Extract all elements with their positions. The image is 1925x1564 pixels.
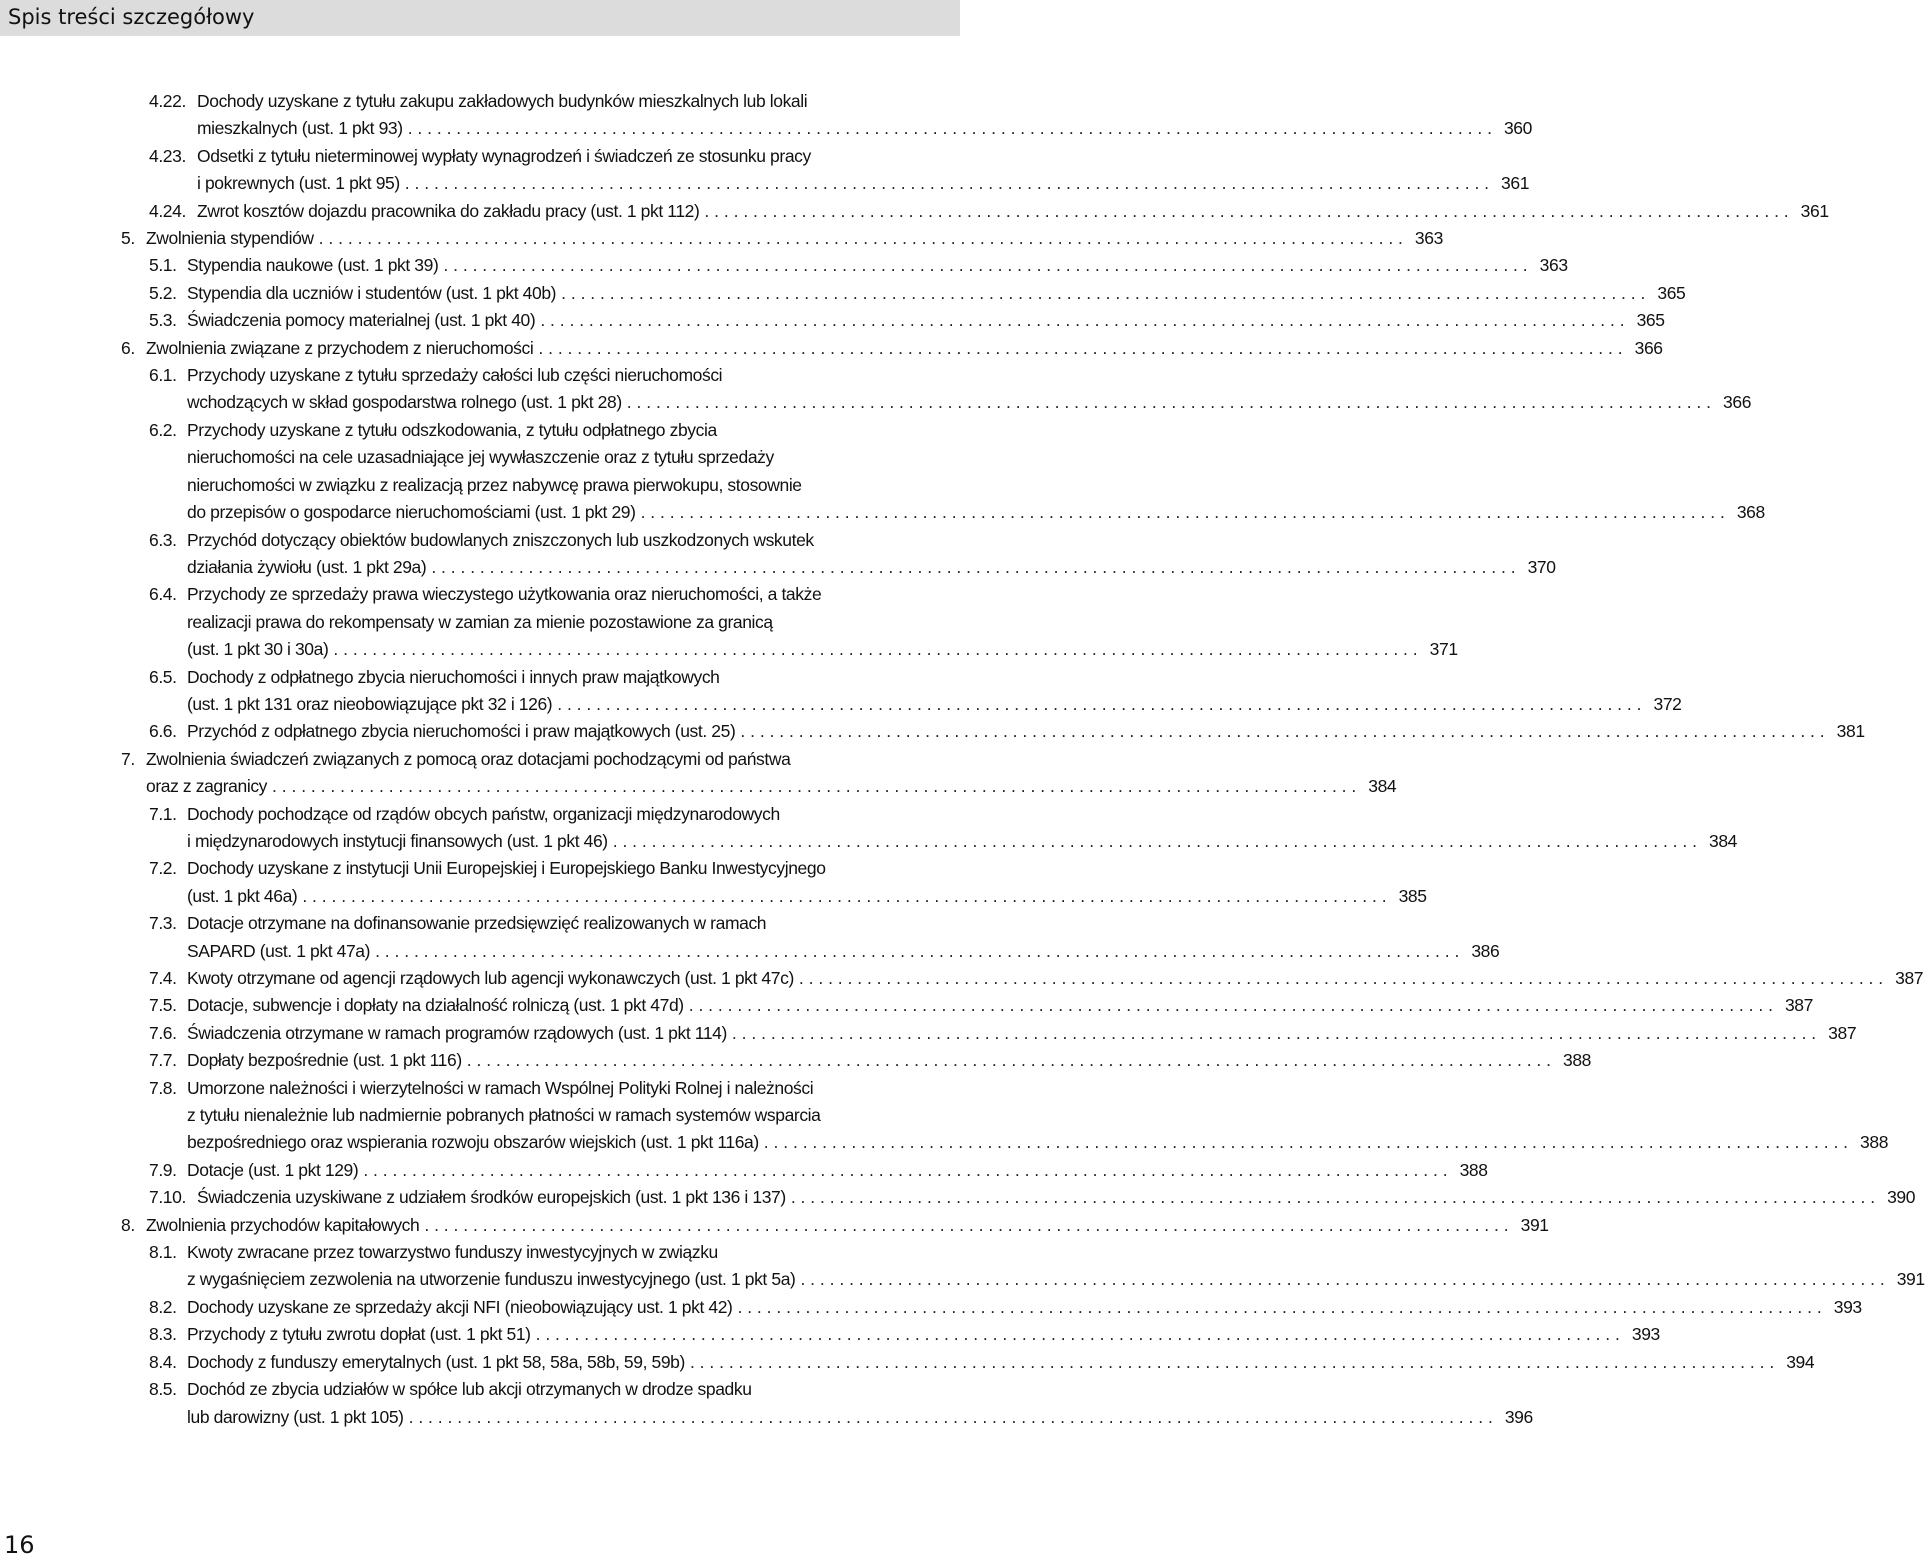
toc-entry-page: 366	[1723, 392, 1752, 413]
toc-entry-number: 4.22.	[149, 91, 186, 111]
toc-entry-number: 7.6.	[149, 1022, 177, 1043]
toc-entry-number: 5.2.	[149, 282, 177, 303]
toc-entry[interactable]	[0, 252, 1568, 279]
table-of-contents	[0, 88, 1925, 1431]
toc-entry-number: 7.2.	[149, 858, 177, 879]
toc-entry-page: 384	[1708, 830, 1737, 851]
toc-entry[interactable]	[0, 1212, 1549, 1239]
toc-entry-title-line: działania żywiołu (ust. 1 pkt 29a)	[187, 556, 427, 577]
toc-entry[interactable]	[0, 746, 1397, 801]
toc-entry[interactable]	[0, 855, 1427, 910]
toc-entry-title-line: Zwolnienia przychodów kapitałowych	[146, 1214, 420, 1235]
toc-entry-number: 4.24.	[149, 200, 186, 221]
toc-entry[interactable]	[0, 143, 1530, 198]
toc-entry-page: 361	[1501, 173, 1530, 194]
toc-entry[interactable]	[0, 1184, 1916, 1211]
toc-entry-page: 385	[1398, 885, 1427, 906]
toc-entry-number: 7.9.	[149, 1159, 177, 1180]
toc-entry[interactable]	[0, 1020, 1857, 1047]
toc-entry-number: 5.1.	[149, 255, 177, 276]
toc-entry-page: 391	[1520, 1214, 1549, 1235]
toc-entry-title-line: Kwoty zwracane przez towarzystwo funduszy inwestycyjnych w związku	[187, 1242, 718, 1263]
toc-entry-number: 8.2.	[149, 1296, 177, 1317]
toc-entry[interactable]	[0, 335, 1663, 362]
toc-entry[interactable]	[0, 1047, 1592, 1074]
toc-entry-title-line: Świadczenia otrzymane w ramach programów rządowych (ust. 1 pkt 114)	[187, 1022, 727, 1043]
toc-entry-title-line: Świadczenia pomocy materialnej (ust. 1 pkt 40)	[187, 310, 536, 331]
toc-entry-page: 387	[1828, 1022, 1857, 1043]
toc-entry-page: 371	[1429, 639, 1458, 660]
toc-entry-title-line: Stypendia naukowe (ust. 1 pkt 39)	[187, 255, 439, 276]
toc-entry-title-line: i pokrewnych (ust. 1 pkt 95)	[197, 173, 400, 194]
dot-leader	[302, 883, 1386, 910]
toc-entry-title-line: Przychód z odpłatnego zbycia nieruchomości i praw majątkowych (ust. 25)	[187, 721, 736, 742]
toc-entry-title-line: Zwolnienia związane z przychodem z nieruchomości	[146, 337, 534, 358]
toc-entry-title-line: (ust. 1 pkt 46a)	[187, 885, 298, 906]
toc-entry-number: 4.23.	[149, 145, 186, 166]
toc-entry-title-line: Zwolnienia świadczeń związanych z pomocą oraz dotacjami pochodzącymi od państwa	[146, 748, 791, 769]
toc-entry-number: 7.1.	[149, 803, 177, 824]
toc-entry-title-line: lub darowizny (ust. 1 pkt 105)	[187, 1406, 404, 1427]
toc-entry[interactable]	[0, 1321, 1660, 1348]
toc-entry-page: 396	[1504, 1406, 1533, 1427]
toc-entry[interactable]	[0, 992, 1813, 1019]
toc-entry-number: 5.3.	[149, 310, 177, 331]
toc-entry[interactable]	[0, 965, 1924, 992]
dot-leader	[641, 499, 1725, 526]
toc-entry-number: 6.2.	[149, 419, 177, 440]
toc-entry-title-line: Świadczenia uzyskiwane z udziałem środków europejskich (ust. 1 pkt 136 i 137)	[197, 1187, 786, 1208]
dot-leader	[538, 335, 1622, 362]
dot-leader	[319, 225, 1403, 252]
toc-entry[interactable]	[0, 801, 1737, 856]
toc-entry-page: 360	[1503, 118, 1532, 139]
dot-leader	[540, 307, 1624, 334]
toc-entry[interactable]	[0, 1157, 1488, 1184]
toc-entry-title-line: Przychód dotyczący obiektów budowlanych zniszczonych lub uszkodzonych wskutek	[187, 529, 814, 550]
toc-entry-title-line: nieruchomości na cele uzasadniające jej wywłaszczenie oraz z tytułu sprzedaży	[187, 447, 774, 468]
dot-leader	[613, 828, 1697, 855]
toc-entry-page: 368	[1736, 502, 1765, 523]
toc-entry-page: 381	[1836, 721, 1865, 742]
toc-entry[interactable]	[0, 307, 1665, 334]
toc-entry-page: 388	[1860, 1132, 1889, 1153]
toc-entry-number: 6.4.	[149, 584, 177, 605]
toc-entry[interactable]	[0, 1294, 1862, 1321]
toc-entry-title-line: bezpośredniego oraz wspierania rozwoju obszarów wiejskich (ust. 1 pkt 116a)	[187, 1132, 759, 1153]
toc-entry-title-line: Dotacje (ust. 1 pkt 129)	[187, 1159, 359, 1180]
dot-leader	[791, 1184, 1875, 1211]
toc-entry-page: 391	[1896, 1269, 1925, 1290]
dot-leader	[800, 1266, 1884, 1293]
dot-leader	[737, 1294, 1821, 1321]
dot-leader	[467, 1047, 1551, 1074]
toc-entry-number: 8.1.	[149, 1242, 177, 1263]
toc-entry-number: 6.5.	[149, 666, 177, 687]
toc-entry-title-line: mieszkalnych (ust. 1 pkt 93)	[197, 118, 403, 139]
dot-leader	[764, 1129, 1848, 1156]
toc-entry-title-line: Przychody ze sprzedaży prawa wieczystego użytkowania oraz nieruchomości, a także	[187, 584, 822, 605]
toc-entry-title-line: Dochody pochodzące od rządów obcych państw, organizacji międzynarodowych	[187, 803, 780, 824]
toc-entry-number: 7.7.	[149, 1050, 177, 1071]
dot-leader	[732, 1020, 1816, 1047]
toc-entry[interactable]	[0, 198, 1829, 225]
toc-entry-number: 7.	[121, 748, 135, 769]
toc-entry-page: 393	[1631, 1324, 1660, 1345]
toc-entry-title-line: realizacji prawa do rekompensaty w zamian za mienie pozostawione za granicą	[187, 611, 773, 632]
toc-entry-number: 6.1.	[149, 365, 177, 386]
toc-entry-number: 8.5.	[149, 1379, 177, 1400]
toc-entry[interactable]	[0, 225, 1443, 252]
dot-leader	[704, 198, 1788, 225]
toc-entry-page: 365	[1636, 310, 1665, 331]
toc-entry-title-line: Dochody uzyskane z tytułu zakupu zakładowych budynków mieszkalnych lub lokali	[197, 91, 808, 111]
toc-entry-title-line: Odsetki z tytułu nieterminowej wypłaty wynagrodzeń i świadczeń ze stosunku pracy	[197, 145, 811, 166]
toc-entry[interactable]	[0, 362, 1752, 417]
toc-entry-number: 7.10.	[149, 1187, 186, 1208]
dot-leader	[443, 252, 1527, 279]
dot-leader	[561, 280, 1645, 307]
toc-entry[interactable]	[0, 280, 1686, 307]
dot-leader	[690, 1349, 1774, 1376]
toc-entry-number: 6.3.	[149, 529, 177, 550]
toc-entry-page: 363	[1414, 228, 1443, 249]
running-header-title: Spis treści szczegółowy	[8, 5, 255, 29]
toc-entry-title-line: Dopłaty bezpośrednie (ust. 1 pkt 116)	[187, 1050, 462, 1071]
toc-entry-number: 8.4.	[149, 1351, 177, 1372]
dot-leader	[272, 773, 1356, 800]
dot-leader	[375, 938, 1459, 965]
toc-entry-title-line: Dochody z funduszy emerytalnych (ust. 1 pkt 58, 58a, 58b, 59, 59b)	[187, 1351, 685, 1372]
toc-entry-page: 387	[1895, 968, 1924, 988]
toc-entry-title-line: oraz z zagranicy	[146, 776, 268, 797]
toc-entry-page: 361	[1800, 200, 1829, 221]
dot-leader	[409, 1404, 1493, 1431]
toc-entry-title-line: i międzynarodowych instytucji finansowych (ust. 1 pkt 46)	[187, 830, 608, 851]
dot-leader	[333, 636, 1417, 663]
toc-entry[interactable]	[0, 527, 1556, 582]
toc-entry-title-line: Dochody uzyskane ze sprzedaży akcji NFI (nieobowiązujący ust. 1 pkt 42)	[187, 1296, 733, 1317]
toc-entry-page: 393	[1833, 1296, 1862, 1317]
toc-entry-title-line: Zwolnienia stypendiów	[146, 228, 314, 249]
dot-leader	[363, 1157, 1447, 1184]
toc-entry-page: 386	[1471, 940, 1500, 961]
toc-entry-page: 366	[1634, 337, 1663, 358]
toc-entry-title-line: do przepisów o gospodarce nieruchomościami (ust. 1 pkt 29)	[187, 502, 636, 523]
toc-entry[interactable]	[0, 1349, 1815, 1376]
toc-entry-page: 365	[1657, 282, 1686, 303]
toc-entry-title-line: Dochody uzyskane z instytucji Unii Europejskiej i Europejskiego Banku Inwestycyjnego	[187, 858, 826, 879]
toc-entry-number: 7.8.	[149, 1077, 177, 1098]
toc-entry-page: 363	[1539, 255, 1568, 276]
dot-leader	[536, 1321, 1620, 1348]
toc-entry-page: 388	[1563, 1050, 1592, 1071]
toc-entry-number: 7.4.	[149, 968, 177, 988]
toc-entry-number: 7.5.	[149, 995, 177, 1016]
toc-entry-page: 388	[1459, 1159, 1488, 1180]
toc-entry-title-line: nieruchomości w związku z realizacją przez nabywcę prawa pierwokupu, stosownie	[187, 474, 802, 495]
toc-entry[interactable]	[0, 417, 1765, 527]
toc-entry-title-line: wchodzących w skład gospodarstwa rolnego (ust. 1 pkt 28)	[187, 392, 622, 413]
dot-leader	[799, 965, 1883, 992]
dot-leader	[557, 691, 1641, 718]
toc-entry-title-line: Stypendia dla uczniów i studentów (ust. 1 pkt 40b)	[187, 282, 557, 303]
dot-leader	[431, 554, 1515, 581]
toc-entry-number: 6.	[121, 337, 135, 358]
toc-entry-title-line: Dotacje, subwencje i dopłaty na działalność rolniczą (ust. 1 pkt 47d)	[187, 995, 684, 1016]
toc-entry-title-line: Kwoty otrzymane od agencji rządowych lub agencji wykonawczych (ust. 1 pkt 47c)	[187, 968, 794, 988]
toc-entry-page: 390	[1887, 1187, 1916, 1208]
toc-entry[interactable]	[0, 1239, 1925, 1294]
toc-entry[interactable]	[0, 1376, 1533, 1431]
toc-entry[interactable]	[0, 718, 1865, 745]
toc-entry-page: 384	[1368, 776, 1397, 797]
toc-entry[interactable]	[0, 581, 1458, 663]
toc-entry-number: 5.	[121, 228, 135, 249]
toc-entry-number: 7.3.	[149, 913, 177, 934]
toc-entry-title-line: Dochody z odpłatnego zbycia nieruchomości i innych praw majątkowych	[187, 666, 720, 687]
toc-entry-page: 372	[1653, 693, 1682, 714]
toc-entry-page: 394	[1786, 1351, 1815, 1372]
toc-entry-title-line: z wygaśnięciem zezwolenia na utworzenie funduszu inwestycyjnego (ust. 1 pkt 5a)	[187, 1269, 796, 1290]
toc-entry[interactable]	[0, 664, 1682, 719]
toc-entry[interactable]	[0, 88, 1532, 143]
page-number: 16	[4, 1531, 35, 1559]
dot-leader	[408, 115, 1492, 142]
dot-leader	[689, 992, 1773, 1019]
running-header	[0, 0, 960, 36]
toc-entry-title-line: (ust. 1 pkt 30 i 30a)	[187, 639, 329, 660]
toc-entry-title-line: SAPARD (ust. 1 pkt 47a)	[187, 940, 371, 961]
toc-entry-title-line: Zwrot kosztów dojazdu pracownika do zakładu pracy (ust. 1 pkt 112)	[197, 200, 700, 221]
toc-entry[interactable]	[0, 910, 1500, 965]
toc-entry-number: 6.6.	[149, 721, 177, 742]
toc-entry-page: 387	[1784, 995, 1813, 1016]
toc-entry[interactable]	[0, 1075, 1889, 1157]
dot-leader	[740, 718, 1824, 745]
toc-entry-title-line: Umorzone należności i wierzytelności w ramach Wspólnej Polityki Rolnej i należności	[187, 1077, 814, 1098]
dot-leader	[424, 1212, 1508, 1239]
toc-entry-title-line: z tytułu nienależnie lub nadmiernie pobranych płatności w ramach systemów wsparcia	[187, 1105, 821, 1126]
toc-entry-title-line: Przychody uzyskane z tytułu sprzedaży całości lub części nieruchomości	[187, 365, 723, 386]
toc-entry-title-line: (ust. 1 pkt 131 oraz nieobowiązujące pkt 32 i 126)	[187, 693, 553, 714]
dot-leader	[405, 170, 1489, 197]
toc-entry-title-line: Dochód ze zbycia udziałów w spółce lub akcji otrzymanych w drodze spadku	[187, 1379, 752, 1400]
toc-entry-number: 8.	[121, 1214, 135, 1235]
dot-leader	[627, 389, 1711, 416]
toc-entry-page: 370	[1527, 556, 1556, 577]
toc-entry-number: 8.3.	[149, 1324, 177, 1345]
toc-entry-title-line: Dotacje otrzymane na dofinansowanie przedsięwzięć realizowanych w ramach	[187, 913, 767, 934]
toc-entry-title-line: Przychody z tytułu zwrotu dopłat (ust. 1 pkt 51)	[187, 1324, 531, 1345]
toc-entry-title-line: Przychody uzyskane z tytułu odszkodowania, z tytułu odpłatnego zbycia	[187, 419, 717, 440]
